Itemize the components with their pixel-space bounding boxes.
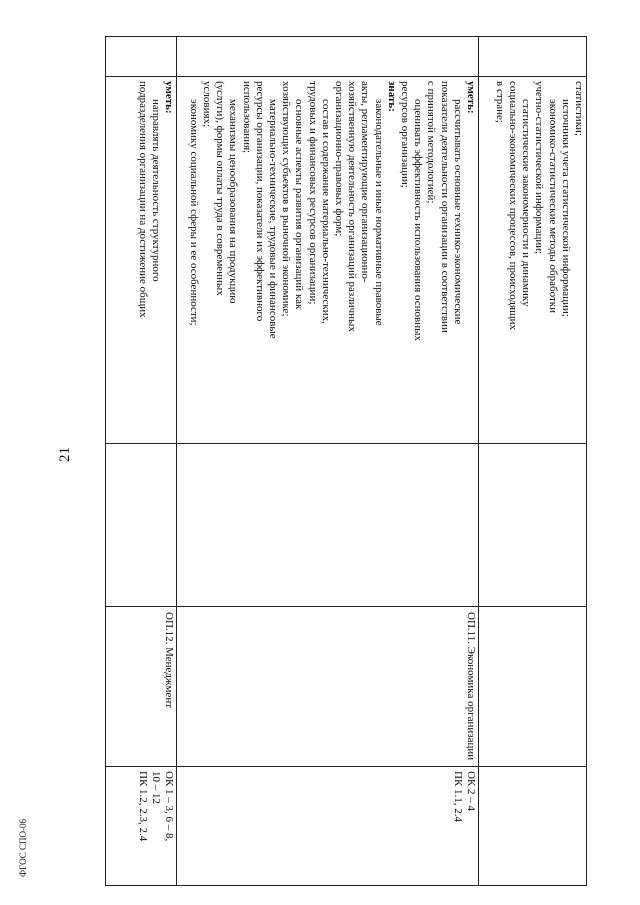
row-1-content xyxy=(493,81,585,441)
col-line-1 xyxy=(105,76,587,77)
footer-code: ФГОС СПО-06 xyxy=(17,819,28,877)
content-line: статистики; xyxy=(573,81,585,136)
row-top-border xyxy=(586,36,587,886)
content-line: подразделения организации на достижение общих xyxy=(136,81,149,318)
row-3-competencies: ОК 1 – 3, 6 – 8, 10 – 12 ПК 1.2, 2.3, 2.4 xyxy=(136,771,175,842)
content-line: хозяйствующих субъектов в рыночной экономике; xyxy=(280,81,293,317)
content-line: источники учета статистической информации; xyxy=(559,99,572,317)
content-line: оценивать эффективность использования основных xyxy=(412,99,425,342)
content-line: законодательные и иные нормативные правовые xyxy=(372,99,385,326)
row-2-content xyxy=(187,81,477,441)
rotated-table xyxy=(105,36,587,886)
row-border-2 xyxy=(176,36,177,886)
col-line-4 xyxy=(105,766,587,767)
page-number: 21 xyxy=(57,447,73,462)
content-line: ресурсов организации; xyxy=(398,81,411,188)
content-line: социально-экономических процессов, происходящих xyxy=(506,81,519,330)
content-line: с принятой методологией; xyxy=(425,81,438,204)
content-line: материально-технические, трудовые и финансовые xyxy=(266,99,279,339)
col-line-3 xyxy=(105,606,587,607)
content-line: (услуги), формы оплаты труда в современных xyxy=(214,81,227,296)
content-line: статистические закономерности и динамику xyxy=(520,99,533,307)
content-line: показатели деятельности организации в соответствии xyxy=(438,81,451,333)
row-2-discipline: ОП.11. Экономика организации xyxy=(465,612,477,761)
content-line: уметь: xyxy=(465,81,477,114)
content-line: экономику социальной сферы и ее особенности; xyxy=(187,99,200,326)
row-3-content xyxy=(135,81,175,441)
curriculum-table xyxy=(105,36,587,886)
col-line-2 xyxy=(105,443,587,444)
content-line: направлять деятельность структурного xyxy=(149,99,162,282)
content-line: учетно-статистической информации; xyxy=(533,81,546,255)
content-line: уметь: xyxy=(163,81,175,114)
content-line: условиях; xyxy=(200,81,213,128)
content-line: механизмы ценообразования на продукцию xyxy=(227,99,240,304)
content-line: основные аспекты развития организаций как xyxy=(293,99,306,310)
col-line-left xyxy=(105,36,587,37)
content-line: хозяйственную деятельность организаций различных xyxy=(346,81,359,332)
content-line: трудовых и финансовых ресурсов организации; xyxy=(306,81,319,305)
content-line: экономико-статистические методы обработки xyxy=(546,99,559,314)
content-line: акты, регламентирующие организационно- xyxy=(359,81,372,283)
col-line-right xyxy=(105,885,587,886)
row-3-discipline: ОП.12. Менеджмент xyxy=(163,612,175,709)
row-border-1 xyxy=(478,36,479,886)
content-line: использования; xyxy=(240,81,253,154)
content-line: ресурсы организации, показатели их эффективного xyxy=(253,81,266,322)
content-line: рассчитывать основные технико-экономические xyxy=(451,99,464,325)
content-line: состав и содержание материально-технических, xyxy=(319,99,332,324)
row-bottom-border xyxy=(105,36,106,886)
content-line: в стране; xyxy=(493,81,506,123)
content-line: организационно-правовых форм; xyxy=(332,81,345,237)
row-2-competencies: ОК 2 – 4 ПК 1.1, 2.4 xyxy=(451,771,477,823)
content-line: знать: xyxy=(385,81,398,112)
